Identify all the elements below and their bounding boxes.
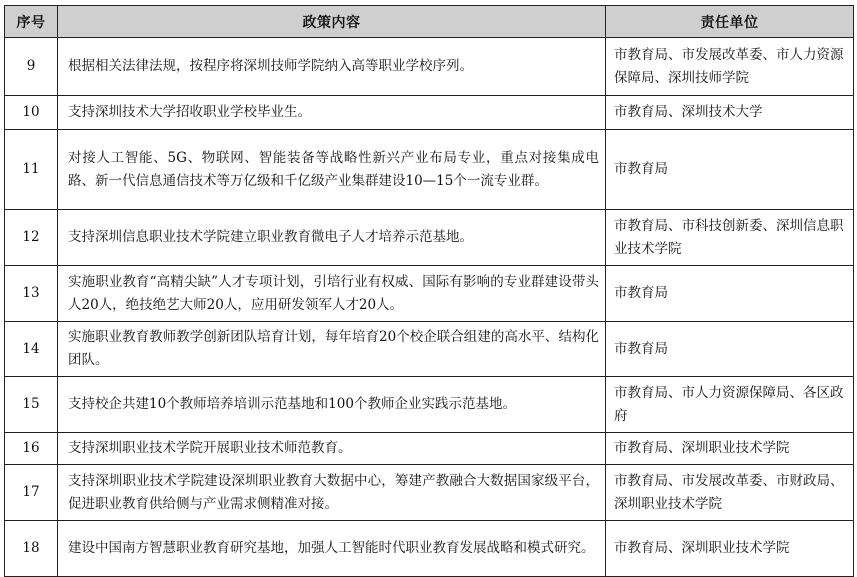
row-unit: 市教育局、市发展改革委、市财政局、深圳职业技术学院 bbox=[606, 465, 854, 521]
policy-table bbox=[4, 5, 854, 577]
row-content: 支持深圳职业技术学院开展职业技术师范教育。 bbox=[58, 433, 606, 465]
row-num: 11 bbox=[5, 130, 58, 210]
row-content: 支持深圳职业技术学院建设深圳职业教育大数据中心，筹建产教融合大数据国家级平台，促进职业教育供给侧与产业需求侧精准对接。 bbox=[58, 465, 606, 521]
row-num: 9 bbox=[5, 38, 58, 96]
row-unit: 市教育局、市人力资源保障局、各区政府 bbox=[606, 377, 854, 433]
table-row bbox=[5, 266, 854, 322]
table-row bbox=[5, 377, 854, 433]
row-num: 17 bbox=[5, 465, 58, 521]
row-unit: 市教育局、市科技创新委、深圳信息职业技术学院 bbox=[606, 210, 854, 266]
header-unit: 责任单位 bbox=[606, 6, 854, 38]
header-content: 政策内容 bbox=[58, 6, 606, 38]
row-content: 支持深圳技术大学招收职业学校毕业生。 bbox=[58, 96, 606, 130]
row-content: 实施职业教育“高精尖缺”人才专项计划，引培行业有权威、国际有影响的专业群建设带头人20人，绝技绝艺大师20人，应用研发领军人才20人。 bbox=[58, 266, 606, 322]
row-unit: 市教育局 bbox=[606, 266, 854, 322]
row-content: 实施职业教育教师教学创新团队培育计划，每年培育20个校企联合组建的高水平、结构化团队。 bbox=[58, 322, 606, 377]
table-row bbox=[5, 130, 854, 210]
row-num: 16 bbox=[5, 433, 58, 465]
table-row bbox=[5, 38, 854, 96]
row-content: 建设中国南方智慧职业教育研究基地，加强人工智能时代职业教育发展战略和模式研究。 bbox=[58, 521, 606, 577]
header-num: 序号 bbox=[5, 6, 58, 38]
row-num: 10 bbox=[5, 96, 58, 130]
table-header-row bbox=[5, 6, 854, 38]
row-content: 根据相关法律法规，按程序将深圳技师学院纳入高等职业学校序列。 bbox=[58, 38, 606, 96]
table-row bbox=[5, 96, 854, 130]
row-content: 支持校企共建10个教师培养培训示范基地和100个教师企业实践示范基地。 bbox=[58, 377, 606, 433]
row-unit: 市教育局、深圳职业技术学院 bbox=[606, 433, 854, 465]
row-num: 14 bbox=[5, 322, 58, 377]
table-row bbox=[5, 210, 854, 266]
row-unit: 市教育局、市发展改革委、市人力资源保障局、深圳技师学院 bbox=[606, 38, 854, 96]
row-content: 对接人工智能、5G、物联网、智能装备等战略性新兴产业布局专业，重点对接集成电路、新一代信息通信技术等万亿级和千亿级产业集群建设10—15个一流专业群。 bbox=[58, 130, 606, 210]
row-content: 支持深圳信息职业技术学院建立职业教育微电子人才培养示范基地。 bbox=[58, 210, 606, 266]
row-num: 15 bbox=[5, 377, 58, 433]
row-unit: 市教育局 bbox=[606, 130, 854, 210]
row-num: 13 bbox=[5, 266, 58, 322]
row-unit: 市教育局、深圳职业技术学院 bbox=[606, 521, 854, 577]
table-row bbox=[5, 521, 854, 577]
row-num: 18 bbox=[5, 521, 58, 577]
row-unit: 市教育局 bbox=[606, 322, 854, 377]
table-row bbox=[5, 465, 854, 521]
row-num: 12 bbox=[5, 210, 58, 266]
table-row bbox=[5, 322, 854, 377]
table-row bbox=[5, 433, 854, 465]
row-unit: 市教育局、深圳技术大学 bbox=[606, 96, 854, 130]
